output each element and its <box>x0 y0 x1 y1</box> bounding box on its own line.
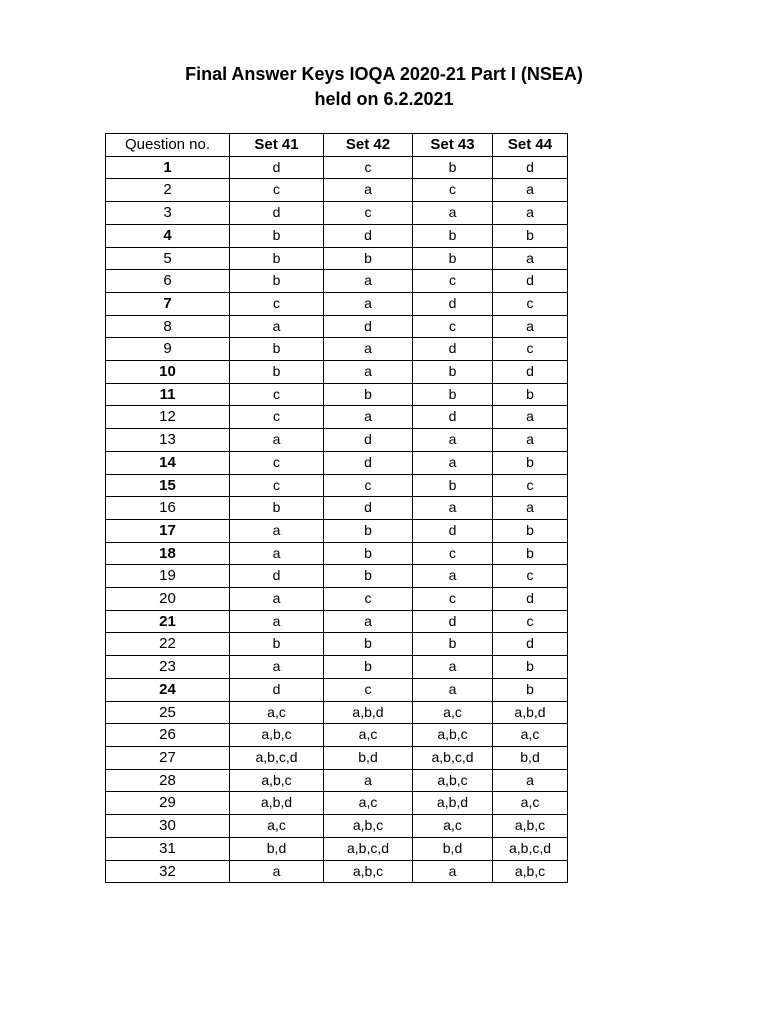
answer-cell-set-43: a <box>413 202 493 225</box>
answer-cell-set-43: c <box>413 270 493 293</box>
question-number-cell: 19 <box>106 565 230 588</box>
answer-cell-set-44: d <box>493 361 568 384</box>
answer-cell-set-42: a <box>324 338 413 361</box>
answer-cell-set-44: a <box>493 429 568 452</box>
question-number-cell: 21 <box>106 610 230 633</box>
question-number-cell: 22 <box>106 633 230 656</box>
answer-cell-set-43: a <box>413 451 493 474</box>
title-line-1: Final Answer Keys IOQA 2020-21 Part I (NSEA) <box>185 64 583 84</box>
answer-cell-set-44: c <box>493 292 568 315</box>
answer-cell-set-43: b <box>413 383 493 406</box>
answer-cell-set-44: c <box>493 565 568 588</box>
table-row <box>106 746 568 769</box>
table-header-row <box>106 134 568 157</box>
answer-cell-set-42: b <box>324 633 413 656</box>
answer-cell-set-41: b <box>230 361 324 384</box>
table-row <box>106 179 568 202</box>
question-number-cell: 24 <box>106 678 230 701</box>
question-number-cell: 4 <box>106 224 230 247</box>
answer-cell-set-44: d <box>493 270 568 293</box>
answer-cell-set-41: a <box>230 588 324 611</box>
answer-cell-set-42: b <box>324 656 413 679</box>
answer-cell-set-41: b,d <box>230 837 324 860</box>
answer-cell-set-42: a,c <box>324 792 413 815</box>
answer-cell-set-43: a <box>413 678 493 701</box>
question-number-cell: 26 <box>106 724 230 747</box>
table-row <box>106 429 568 452</box>
table-row <box>106 451 568 474</box>
answer-cell-set-44: c <box>493 474 568 497</box>
answer-cell-set-44: a <box>493 497 568 520</box>
answer-cell-set-41: c <box>230 383 324 406</box>
answer-cell-set-41: a <box>230 860 324 883</box>
answer-cell-set-44: c <box>493 610 568 633</box>
question-number-cell: 13 <box>106 429 230 452</box>
answer-cell-set-44: a,b,d <box>493 701 568 724</box>
title-line-2: held on 6.2.2021 <box>314 89 454 109</box>
answer-cell-set-44: a <box>493 202 568 225</box>
table-row <box>106 497 568 520</box>
answer-cell-set-42: b <box>324 565 413 588</box>
answer-cell-set-44: a <box>493 769 568 792</box>
answer-cell-set-44: b <box>493 678 568 701</box>
answer-cell-set-43: c <box>413 542 493 565</box>
answer-cell-set-42: a <box>324 406 413 429</box>
answer-cell-set-43: a,b,c <box>413 724 493 747</box>
answer-cell-set-43: a,b,d <box>413 792 493 815</box>
answer-cell-set-43: d <box>413 406 493 429</box>
answer-cell-set-42: d <box>324 451 413 474</box>
table-row <box>106 837 568 860</box>
question-number-cell: 16 <box>106 497 230 520</box>
answer-cell-set-41: a <box>230 610 324 633</box>
table-row <box>106 519 568 542</box>
answer-cell-set-44: b <box>493 519 568 542</box>
answer-cell-set-43: b,d <box>413 837 493 860</box>
answer-key-table <box>105 133 568 883</box>
answer-cell-set-42: c <box>324 156 413 179</box>
answer-cell-set-41: c <box>230 179 324 202</box>
answer-cell-set-42: a,c <box>324 724 413 747</box>
question-number-cell: 12 <box>106 406 230 429</box>
table-row <box>106 565 568 588</box>
answer-cell-set-44: b <box>493 383 568 406</box>
question-number-cell: 20 <box>106 588 230 611</box>
question-number-cell: 15 <box>106 474 230 497</box>
question-number-cell: 29 <box>106 792 230 815</box>
answer-cell-set-41: a <box>230 315 324 338</box>
table-row <box>106 361 568 384</box>
answer-cell-set-42: c <box>324 202 413 225</box>
header-set-43: Set 43 <box>413 134 493 157</box>
answer-cell-set-42: a <box>324 610 413 633</box>
question-number-cell: 8 <box>106 315 230 338</box>
answer-cell-set-44: a,b,c <box>493 815 568 838</box>
table-row <box>106 156 568 179</box>
answer-cell-set-41: c <box>230 406 324 429</box>
answer-cell-set-43: b <box>413 361 493 384</box>
answer-cell-set-44: a,c <box>493 792 568 815</box>
table-row <box>106 792 568 815</box>
answer-cell-set-42: c <box>324 474 413 497</box>
question-number-cell: 17 <box>106 519 230 542</box>
answer-cell-set-42: a <box>324 179 413 202</box>
answer-cell-set-41: d <box>230 156 324 179</box>
answer-cell-set-41: d <box>230 202 324 225</box>
answer-cell-set-44: a <box>493 315 568 338</box>
table-body <box>106 156 568 883</box>
answer-cell-set-43: a <box>413 565 493 588</box>
answer-cell-set-41: a,b,c <box>230 724 324 747</box>
answer-cell-set-41: b <box>230 633 324 656</box>
answer-cell-set-42: b <box>324 247 413 270</box>
table-row <box>106 202 568 225</box>
answer-cell-set-44: a <box>493 179 568 202</box>
answer-cell-set-41: d <box>230 678 324 701</box>
answer-cell-set-41: a,b,d <box>230 792 324 815</box>
question-number-cell: 14 <box>106 451 230 474</box>
table-row <box>106 315 568 338</box>
answer-cell-set-41: a,b,c <box>230 769 324 792</box>
question-number-cell: 31 <box>106 837 230 860</box>
table-row <box>106 860 568 883</box>
answer-cell-set-44: b <box>493 451 568 474</box>
question-number-cell: 28 <box>106 769 230 792</box>
table-row <box>106 588 568 611</box>
answer-cell-set-44: b <box>493 542 568 565</box>
question-number-cell: 9 <box>106 338 230 361</box>
table-row <box>106 724 568 747</box>
table-row <box>106 338 568 361</box>
answer-cell-set-44: a,b,c <box>493 860 568 883</box>
answer-cell-set-42: a <box>324 361 413 384</box>
table-row <box>106 633 568 656</box>
answer-cell-set-43: a <box>413 497 493 520</box>
answer-cell-set-41: a <box>230 519 324 542</box>
answer-cell-set-44: c <box>493 338 568 361</box>
question-number-cell: 10 <box>106 361 230 384</box>
answer-cell-set-41: a <box>230 429 324 452</box>
table-row <box>106 247 568 270</box>
answer-cell-set-44: b <box>493 224 568 247</box>
table-row <box>106 815 568 838</box>
answer-cell-set-41: b <box>230 338 324 361</box>
answer-cell-set-42: b,d <box>324 746 413 769</box>
answer-cell-set-42: a,b,d <box>324 701 413 724</box>
answer-cell-set-43: c <box>413 179 493 202</box>
answer-cell-set-43: b <box>413 474 493 497</box>
table-row <box>106 224 568 247</box>
answer-cell-set-42: a,b,c <box>324 815 413 838</box>
answer-cell-set-42: c <box>324 678 413 701</box>
answer-cell-set-43: a <box>413 429 493 452</box>
question-number-cell: 5 <box>106 247 230 270</box>
answer-cell-set-43: a,c <box>413 815 493 838</box>
answer-cell-set-42: b <box>324 383 413 406</box>
answer-cell-set-41: a,c <box>230 701 324 724</box>
answer-cell-set-41: b <box>230 247 324 270</box>
question-number-cell: 7 <box>106 292 230 315</box>
answer-cell-set-42: a <box>324 769 413 792</box>
question-number-cell: 23 <box>106 656 230 679</box>
table-row <box>106 406 568 429</box>
question-number-cell: 18 <box>106 542 230 565</box>
header-set-41: Set 41 <box>230 134 324 157</box>
answer-cell-set-43: a,c <box>413 701 493 724</box>
answer-cell-set-44: a,b,c,d <box>493 837 568 860</box>
question-number-cell: 6 <box>106 270 230 293</box>
answer-cell-set-43: d <box>413 338 493 361</box>
answer-cell-set-44: b <box>493 656 568 679</box>
document-title <box>0 62 768 112</box>
answer-cell-set-43: a,b,c <box>413 769 493 792</box>
answer-cell-set-41: c <box>230 292 324 315</box>
answer-cell-set-42: a,b,c,d <box>324 837 413 860</box>
answer-cell-set-41: a <box>230 542 324 565</box>
table-row <box>106 474 568 497</box>
answer-cell-set-43: d <box>413 292 493 315</box>
answer-cell-set-43: b <box>413 247 493 270</box>
answer-cell-set-42: a <box>324 270 413 293</box>
answer-cell-set-43: c <box>413 588 493 611</box>
answer-cell-set-43: b <box>413 224 493 247</box>
answer-cell-set-41: b <box>230 224 324 247</box>
question-number-cell: 3 <box>106 202 230 225</box>
answer-cell-set-42: a <box>324 292 413 315</box>
table-row <box>106 542 568 565</box>
answer-cell-set-44: a <box>493 247 568 270</box>
answer-cell-set-41: a,c <box>230 815 324 838</box>
table-row <box>106 701 568 724</box>
table-row <box>106 610 568 633</box>
answer-cell-set-44: d <box>493 156 568 179</box>
answer-cell-set-43: d <box>413 519 493 542</box>
answer-cell-set-43: c <box>413 315 493 338</box>
table-row <box>106 769 568 792</box>
answer-cell-set-43: d <box>413 610 493 633</box>
answer-cell-set-42: d <box>324 315 413 338</box>
table-row <box>106 270 568 293</box>
answer-cell-set-41: a <box>230 656 324 679</box>
table-row <box>106 292 568 315</box>
answer-cell-set-44: a,c <box>493 724 568 747</box>
question-number-cell: 25 <box>106 701 230 724</box>
table-row <box>106 383 568 406</box>
table-row <box>106 678 568 701</box>
question-number-cell: 32 <box>106 860 230 883</box>
answer-cell-set-41: a,b,c,d <box>230 746 324 769</box>
answer-cell-set-42: a,b,c <box>324 860 413 883</box>
answer-cell-set-44: d <box>493 588 568 611</box>
answer-cell-set-44: b,d <box>493 746 568 769</box>
answer-cell-set-43: b <box>413 156 493 179</box>
answer-cell-set-43: a,b,c,d <box>413 746 493 769</box>
header-set-42: Set 42 <box>324 134 413 157</box>
answer-cell-set-41: d <box>230 565 324 588</box>
answer-cell-set-41: b <box>230 497 324 520</box>
table-row <box>106 656 568 679</box>
answer-cell-set-43: a <box>413 860 493 883</box>
answer-cell-set-42: d <box>324 224 413 247</box>
answer-cell-set-41: b <box>230 270 324 293</box>
answer-cell-set-41: c <box>230 474 324 497</box>
question-number-cell: 11 <box>106 383 230 406</box>
question-number-cell: 2 <box>106 179 230 202</box>
answer-cell-set-41: c <box>230 451 324 474</box>
answer-cell-set-42: c <box>324 588 413 611</box>
answer-cell-set-44: a <box>493 406 568 429</box>
header-set-44: Set 44 <box>493 134 568 157</box>
answer-cell-set-43: a <box>413 656 493 679</box>
header-question-no: Question no. <box>106 134 230 157</box>
answer-cell-set-42: b <box>324 519 413 542</box>
answer-cell-set-43: b <box>413 633 493 656</box>
answer-cell-set-42: d <box>324 429 413 452</box>
question-number-cell: 27 <box>106 746 230 769</box>
answer-cell-set-42: b <box>324 542 413 565</box>
question-number-cell: 30 <box>106 815 230 838</box>
answer-cell-set-42: d <box>324 497 413 520</box>
question-number-cell: 1 <box>106 156 230 179</box>
answer-cell-set-44: d <box>493 633 568 656</box>
